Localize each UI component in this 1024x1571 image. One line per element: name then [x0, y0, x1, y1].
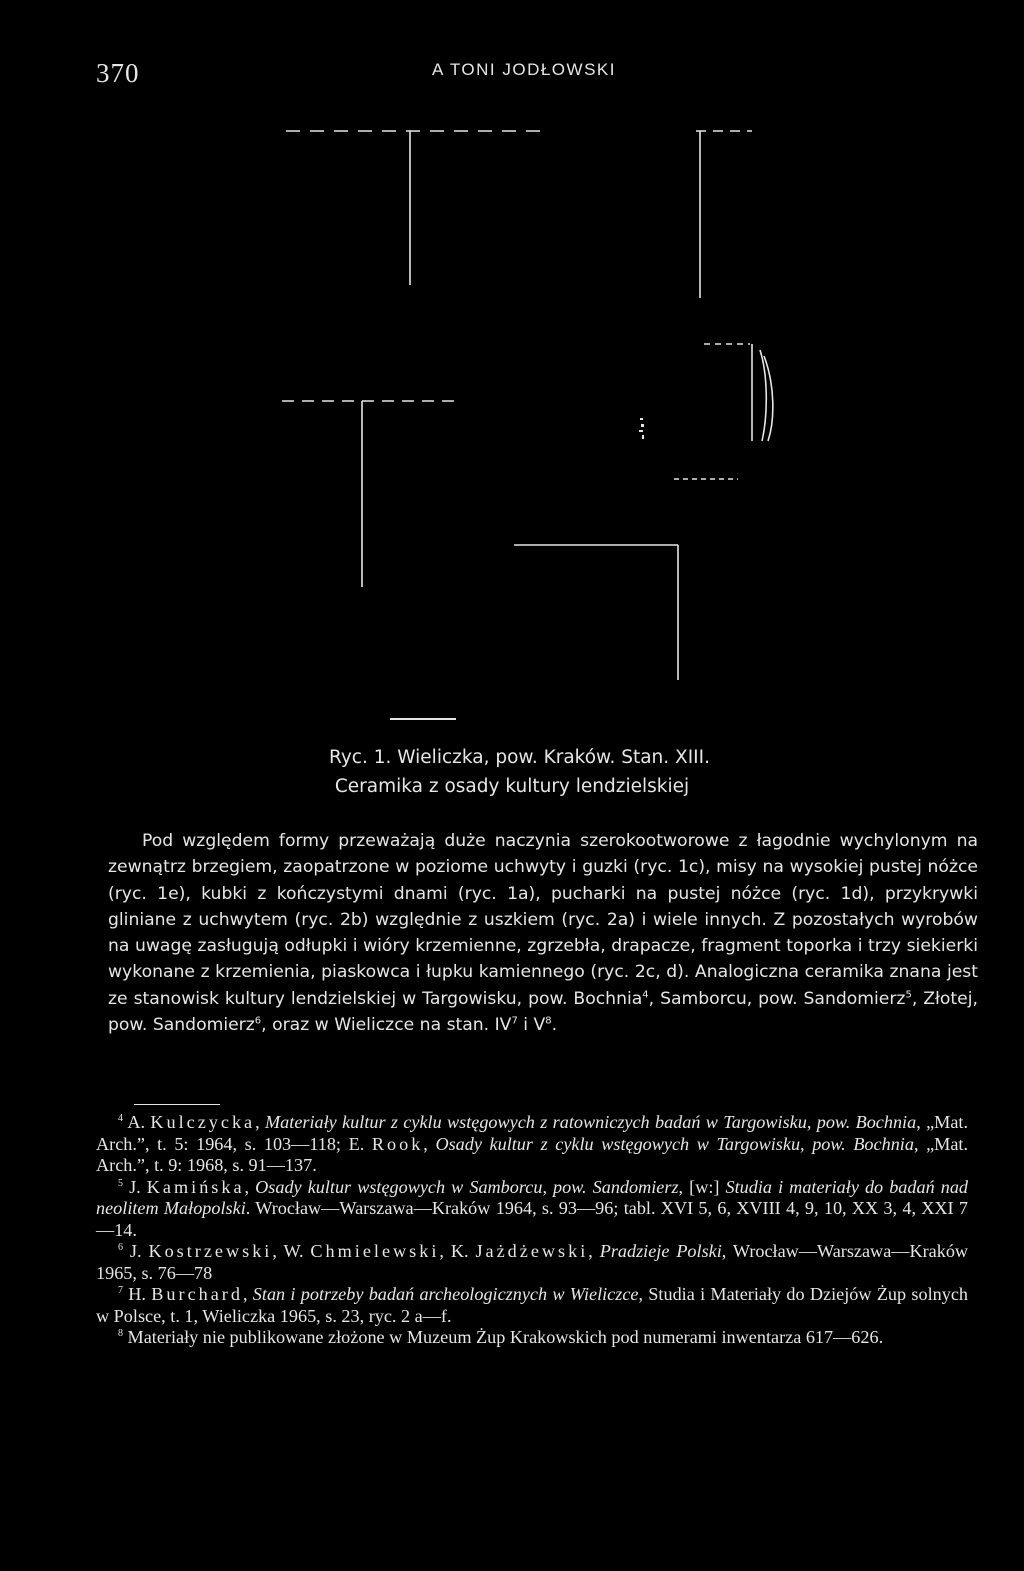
body-run: Pod względem formy przeważają duże naczynia szerokootworowe z łagodnie wychylonym na zewnątrz brzegiem, zaopatrzone w poziome uchwyty i guzki (ryc. 1c), misy na wysokiej pustej nóżce (ryc. 1e), kubki z kończystymi dnami (ryc. 1a), pucharki na pustej nóżce (ryc. 1d), przykrywki gliniane z uchwytem (ryc. 2b) względnie z uszkiem (ryc. 2a) i wiele innych. Z pozostałych wyrobów na uwagę zasługują odłupki i wióry krzemienne, zgrzebła, drapacze, fragment toporka i trzy siekierki wykonane z krzemienia, piaskowca i łupku kamiennego (ryc. 2c, d). Analogiczna ceramika znana jest ze stanowisk kultury lendzielskiej w Targowisku, pow. Bochnia	[108, 831, 978, 1009]
footnote-4	[96, 1112, 968, 1177]
footnote-7	[96, 1284, 968, 1327]
fn-text: , K.	[439, 1241, 476, 1261]
footnote-divider	[134, 1104, 220, 1105]
fn-text: , [w:]	[678, 1176, 726, 1197]
footnote-ref: 8	[545, 1015, 552, 1027]
caption-line-2: Ceramika z osady kultury lendzielskiej	[334, 776, 690, 797]
fn-author: Kulczycka	[150, 1112, 256, 1132]
fn-text: A.	[127, 1112, 151, 1132]
footnote-ref: 4	[642, 989, 649, 1001]
body-run: , Samborcu, pow. Sandomierz	[648, 988, 906, 1009]
fn-title: Pradzieje Polski	[599, 1241, 722, 1261]
footnote-marker: 5	[118, 1177, 123, 1189]
fn-text: . Wrocław—Warszawa—Kraków 1964, s. 93—96; tabl. XVI 5, 6, XVIII 4, 9, 10, XX 3, 4, XXI 7—14.	[96, 1198, 968, 1240]
fn-text: H.	[128, 1284, 152, 1304]
footnotes	[96, 1112, 968, 1349]
sherd-mid-right-wall-c	[764, 356, 773, 441]
fn-title: Studia i materiały do badań nad neolitem Małopolski	[96, 1176, 969, 1218]
fn-text: Materiały nie publikowane złożone w Muzeum Żup Krakowskich pod numerami inwentarza 617—626.	[127, 1327, 884, 1347]
footnote-marker: 7	[118, 1284, 123, 1296]
fn-author: Jażdżewski	[475, 1241, 589, 1261]
fn-text: , W.	[272, 1241, 311, 1261]
fn-text: ,	[242, 1284, 253, 1304]
footnote-8	[96, 1327, 968, 1349]
footnote-marker: 6	[118, 1241, 123, 1253]
fn-text: ,	[423, 1133, 436, 1154]
fn-text: J.	[129, 1176, 147, 1197]
footnote-marker: 8	[118, 1327, 123, 1339]
body-run: , oraz w Wieliczce na stan. IV	[261, 1015, 512, 1036]
fn-title: Osady kultur wstęgowych w Samborcu, pow. Sandomierz	[255, 1176, 679, 1197]
fn-author: Kostrzewski	[148, 1241, 273, 1261]
fn-text: ,	[255, 1112, 266, 1132]
running-head: A TONI JODŁOWSKI	[432, 60, 616, 79]
footnote-marker: 4	[118, 1112, 123, 1124]
fn-author: Kamińska	[146, 1176, 245, 1197]
body-paragraph	[108, 828, 978, 1038]
fn-text: ,	[588, 1241, 600, 1261]
fn-title: Osady kultur z cyklu wstęgowych w Targowisku, pow. Bochnia	[435, 1133, 914, 1154]
page-number: 370	[96, 58, 140, 88]
body-run: i V	[517, 1015, 546, 1036]
figure-drawing	[0, 0, 1024, 740]
fn-text: , Studia i Materiały do Dziejów Żup solnych w Polsce, t. 1, Wieliczka 1965, s. 23, ryc. 2 a—f.	[96, 1284, 968, 1326]
fn-author: Rook	[371, 1133, 424, 1154]
footnote-ref: 7	[511, 1015, 518, 1027]
fn-text: , „Mat. Arch.”, t. 5: 1964, s. 103—118; E.	[96, 1112, 969, 1154]
fn-title: Stan i potrzeby badań archeologicznych w Wieliczce	[252, 1284, 639, 1304]
fn-author: Chmielewski	[310, 1241, 440, 1261]
fn-title: Materiały kultur z cyklu wstęgowych z ratowniczych badań w Targowisku, pow. Bochnia	[265, 1112, 917, 1132]
fn-text: , Wrocław—Warszawa—Kraków 1965, s. 76—78	[96, 1241, 969, 1283]
footnote-5	[96, 1177, 968, 1242]
caption-line-1: Ryc. 1. Wieliczka, pow. Kraków. Stan. XIII.	[329, 747, 710, 768]
sherd-mid-right-wall-b	[760, 350, 766, 441]
body-run: .	[551, 1015, 558, 1036]
footnote-ref: 5	[905, 989, 912, 1001]
fn-text: ,	[244, 1176, 256, 1197]
fn-text: J.	[129, 1241, 149, 1261]
body-text	[108, 828, 978, 1038]
figure-caption	[0, 743, 1024, 801]
fn-text: , „Mat. Arch.”, t. 9: 1968, s. 91—137.	[96, 1133, 969, 1175]
sherd-fragment-mark	[639, 418, 644, 439]
footnote-ref: 6	[254, 1015, 262, 1027]
body-run: , Złotej, pow. Sandomierz	[108, 988, 978, 1036]
footnote-6	[96, 1241, 968, 1284]
fn-author: Burchard	[151, 1284, 243, 1304]
